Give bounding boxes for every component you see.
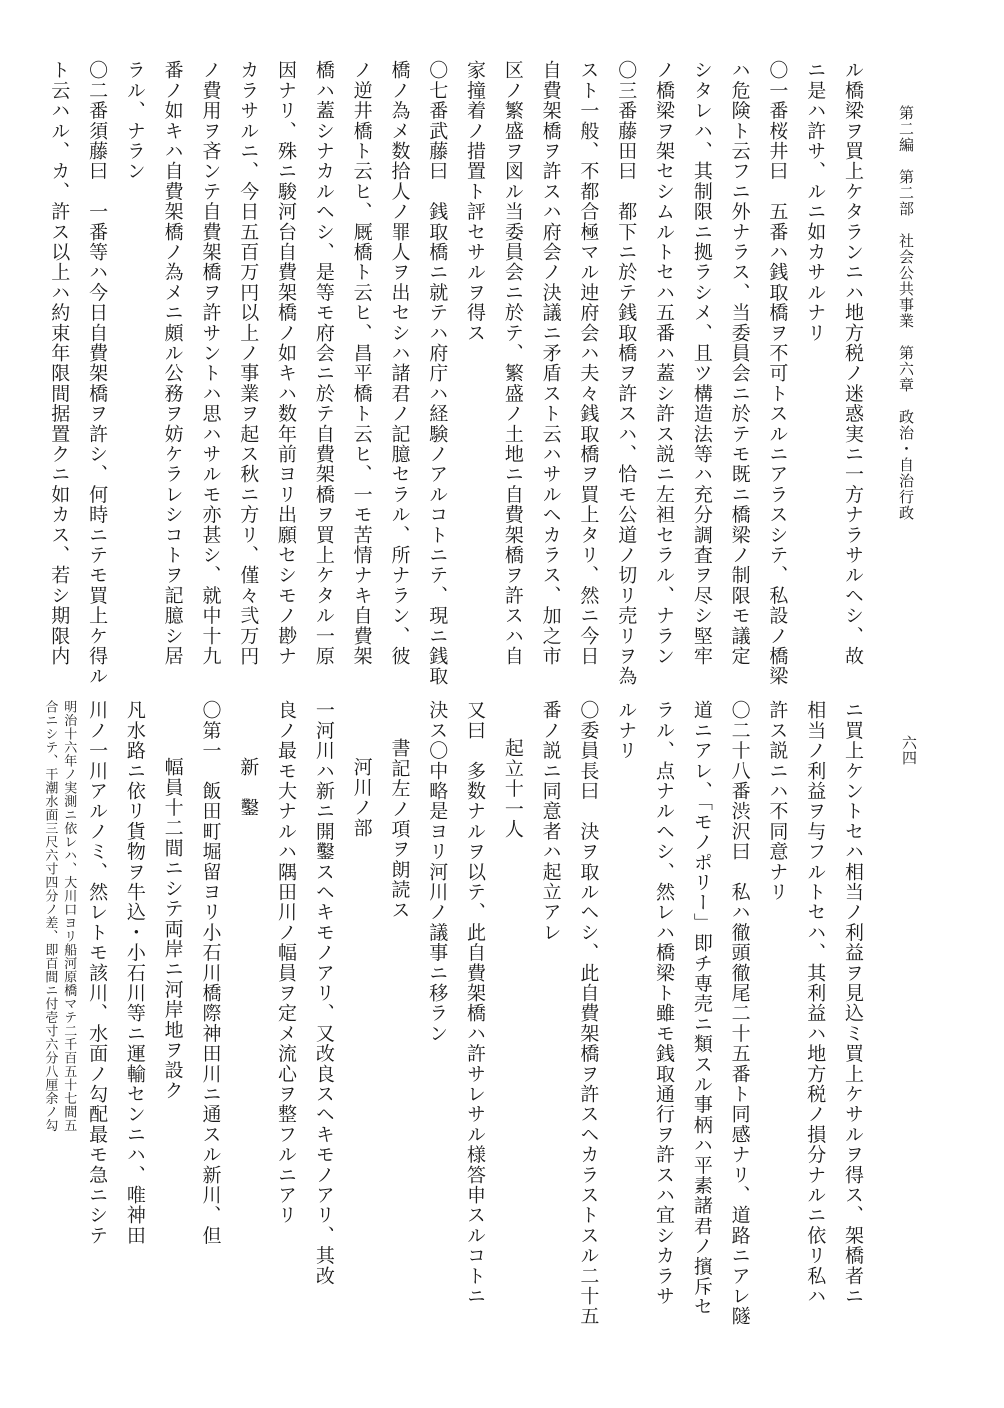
text-line: 一河川ハ新ニ開鑿スヘキモノアリ、又改良スヘキモノアリ、其改 (312, 700, 335, 1286)
text-line: ノ費用ヲ吝ンテ自費架橋ヲ許サントハ思ハサルモ亦甚シ、就中十九 (199, 60, 222, 666)
text-line: ト云ハル、カ、許ス以上ハ約束年限間据置クニ如カス、若シ期限内 (48, 60, 71, 666)
text-line: 〇二十八番渋沢曰 私ハ徹頭徹尾二十五番ト同感ナリ、道路ニアレ隧 (728, 700, 751, 1327)
text-block-lower (39, 700, 871, 1350)
text-line: ルナリ (615, 700, 638, 761)
text-line: 区ノ繁盛ヲ図ル当委員会ニ於テ、繁盛ノ土地ニ自費架橋ヲ許スハ自 (501, 60, 524, 666)
text-line: 良ノ最モ大ナルハ隅田川ノ幅員ヲ定メ流心ヲ整フルニアリ (275, 700, 298, 1226)
text-line: ニ買上ケントセハ相当ノ利益ヲ見込ミ買上ケサルヲ得ス、架橋者ニ (842, 700, 864, 1306)
text-line: 〇委員長曰 決ヲ取ルヘシ、此自費架橋ヲ許スヘカラストスル二十五 (577, 700, 600, 1327)
text-line: ル橋梁ヲ買上ケタランニハ地方税ノ迷惑実ニ一方ナラサルヘシ、故 (842, 60, 864, 666)
text-line: カラサルニ、今日五百万円以上ノ事業ヲ起ス秋ニ方リ、僅々弐万円 (237, 60, 260, 666)
text-line: シタレハ、其制限ニ拠ラシメ、且ツ構造法等ハ充分調査ヲ尽シ堅牢 (690, 60, 713, 666)
text-line: 家撞着ノ措置ト評セサルヲ得ス (464, 60, 487, 343)
text-line: 道ニアレ、「モノポリー」即チ専売ニ類スル事柄ハ平素諸君ノ擯斥セ (690, 700, 713, 1317)
text-line: 決ス〇中略是ヨリ河川ノ議事ニ移ラン (426, 700, 449, 1044)
text-line: ノ逆井橋ト云ヒ、厩橋ト云ヒ、昌平橋ト云ヒ、一モ苦情ナキ自費架 (350, 60, 373, 666)
footnote-line: 合ニシテ、干潮水面三尺六寸四分ノ差、即百間ニ付壱寸六分八厘余ノ勾 (42, 700, 58, 1132)
text-line: ラル、点ナルヘシ、然レハ橋梁ト雖モ銭取通行ヲ許スハ宜シカラサ (653, 700, 676, 1306)
text-line: 〇三番藤田曰 都下ニ於テ銭取橋ヲ許スハ、恰モ公道ノ切リ売リヲ為 (615, 60, 638, 687)
text-line: 橋ノ為メ数拾人ノ罪人ヲ出セシハ諸君ノ記臆セラル、所ナラン、彼 (388, 60, 411, 666)
text-line: 幅員十二間ニシテ両岸ニ河岸地ヲ設ク (161, 757, 184, 1101)
text-line: ラル、ナラン (123, 60, 146, 182)
text-line: 〇第一 飯田町堀留ヨリ小石川橋際神田川ニ通スル新川、但 (199, 700, 222, 1246)
text-line: 川ノ一川アルノミ、然レトモ該川、水面ノ勾配最モ急ニシテ (86, 700, 109, 1246)
footnote-line: 明治十六年ノ実測ニ依レハ、大川口ヨリ船河原橋マテ二千百五十七間五 (61, 700, 77, 1132)
running-header: 第二編 第二部 社会公共事業 第六章 政治・自治行政 (897, 105, 915, 521)
text-line: 〇七番武藤曰 銭取橋ニ就テハ府庁ハ経験ノアルコトニテ、現ニ銭取 (426, 60, 449, 687)
text-line: 自費架橋ヲ許スハ府会ノ決議ニ矛盾スト云ハサルヘカラス、加之市 (539, 60, 562, 666)
text-line: ノ橋梁ヲ架セシムルトセハ五番ハ蓋シ許ス説ニ左袒セラル、ナラン (653, 60, 676, 666)
text-line: 書記左ノ項ヲ朗読ス (388, 738, 411, 920)
text-line: 〇一番桜井曰 五番ハ銭取橋ヲ不可トスルニアラスシテ、私設ノ橋梁 (766, 60, 789, 687)
text-line: 凡水路ニ依リ貨物ヲ牛込・小石川等ニ運輸センニハ、唯神田 (123, 700, 146, 1246)
text-line: 番ノ如キハ自費架橋ノ為メニ頗ル公務ヲ妨ケラレシコトヲ記臆シ居 (161, 60, 184, 666)
text-block-upper (39, 60, 871, 687)
text-line: スト一般、不都合極マル迚府会ハ夫々銭取橋ヲ買上タリ、然ニ今日 (577, 60, 600, 666)
page-number: 六四 (900, 735, 918, 765)
text-line: ニ是ハ許サ、ルニ如カサルナリ (804, 60, 827, 343)
text-line: ハ危険ト云フニ外ナラス、当委員会ニ於テモ既ニ橋梁ノ制限モ議定 (728, 60, 751, 666)
text-line: 河川ノ部 (350, 757, 373, 838)
text-line: 橋ハ蓋シナカルヘシ、是等モ府会ニ於テ自費架橋ヲ買上ケタル一原 (312, 60, 335, 666)
text-line: 許ス説ニハ不同意ナリ (766, 700, 789, 902)
text-line: 又曰 多数ナルヲ以テ、此自費架橋ハ許サレサル様答申スルコトニ (464, 700, 487, 1306)
text-line: 因ナリ、殊ニ駿河台自費架橋ノ如キハ数年前ヨリ出願セシモノ尠ナ (275, 60, 298, 666)
text-line: 起立十一人 (501, 738, 524, 839)
text-line: 相当ノ利益ヲ与フルトセハ、其利益ハ地方税ノ損分ナルニ依リ私ハ (804, 700, 827, 1306)
text-line: 〇二番須藤曰 一番等ハ今日自費架橋ヲ許シ、何時ニテモ買上ケ得ル (86, 60, 109, 687)
text-line: 番ノ説ニ同意者ハ起立アレ (539, 700, 562, 943)
text-line: 新 鑿 (237, 757, 260, 818)
